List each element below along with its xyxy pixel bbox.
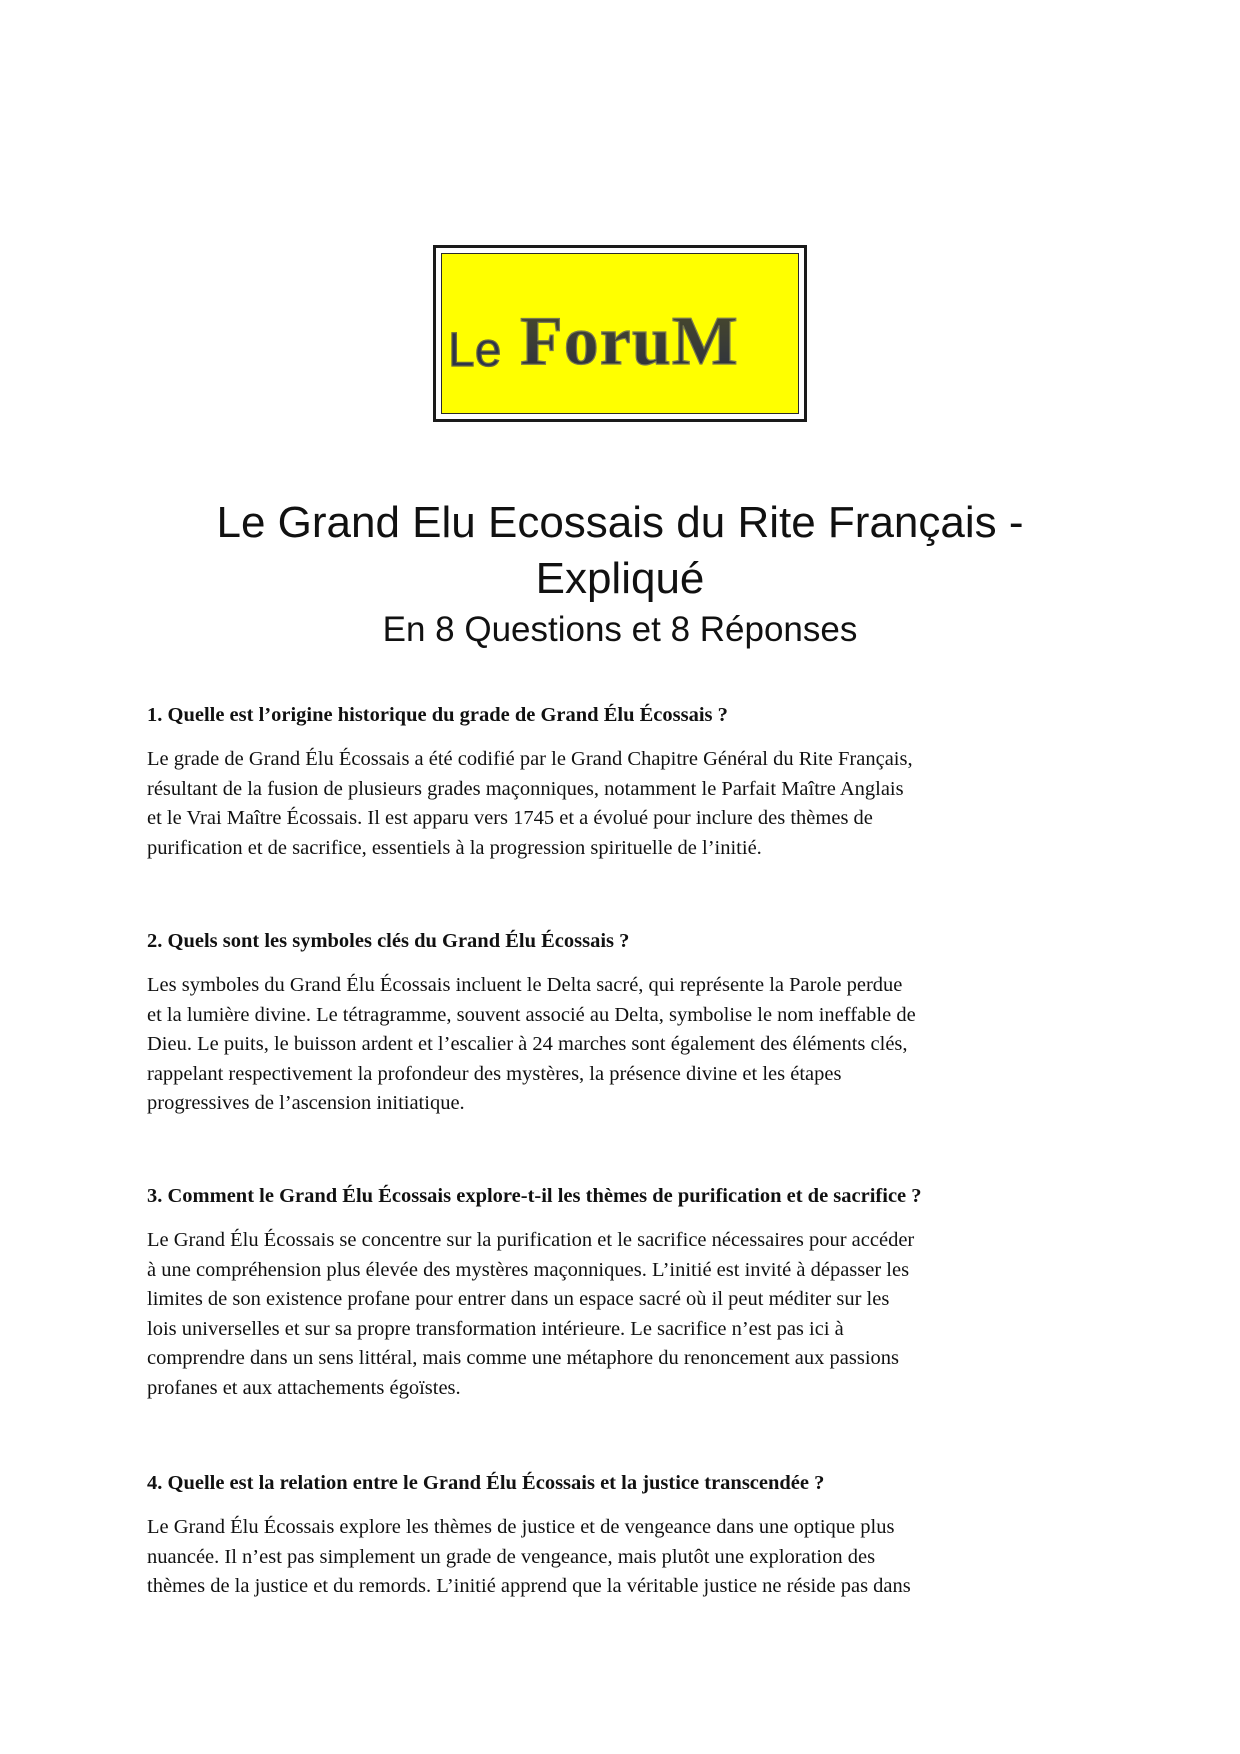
answer-line: purification et de sacrifice, essentiels à la progression spirituelle de l’initié. — [147, 836, 762, 859]
answer-paragraph — [147, 1226, 1107, 1403]
subtitle: En 8 Questions et 8 Réponses — [382, 610, 858, 649]
answer-line: Le Grand Élu Écossais se concentre sur la purification et le sacrifice nécessaires pour accéder — [147, 1229, 915, 1251]
question-heading: 4. Quelle est la relation entre le Grand Élu Écossais et la justice transcendée ? — [147, 1472, 825, 1494]
forum-logo — [433, 245, 807, 422]
answer-line: nuancée. Il n’est pas simplement un grade de vengeance, mais plutôt une exploration des — [147, 1545, 876, 1568]
question-heading: 2. Quels sont les symboles clés du Grand Élu Écossais ? — [147, 930, 630, 952]
answer-line: comprendre dans un sens littéral, mais comme une métaphore du renoncement aux passions — [147, 1347, 900, 1369]
answer-line: profanes et aux attachements égoïstes. — [147, 1376, 461, 1399]
answer-line: Dieu. Le puits, le buisson ardent et l’escalier à 24 marches sont également des éléments clés, — [147, 1033, 908, 1055]
question-heading: 1. Quelle est l’origine historique du grade de Grand Élu Écossais ? — [147, 704, 728, 726]
answer-line: résultant de la fusion de plusieurs grades maçonniques, notamment le Parfait Maître Anglais — [147, 777, 904, 800]
answer-line: et le Vrai Maître Écossais. Il est apparu vers 1745 et a évolué pour inclure des thèmes de — [147, 807, 873, 829]
answer-line: Les symboles du Grand Élu Écossais incluent le Delta sacré, qui représente la Parole perdue — [147, 974, 903, 996]
answer-line: à une compréhension plus élevée des mystères maçonniques. L’initié est invité à dépasser les — [147, 1258, 910, 1281]
question-heading: 3. Comment le Grand Élu Écossais explore-t-il les thèmes de purification et de sacrifice ? — [147, 1185, 922, 1207]
answer-line: thèmes de la justice et du remords. L’initié apprend que la véritable justice ne réside pas dans — [147, 1575, 911, 1597]
qa-section-1 — [147, 704, 1107, 863]
qa-section-4 — [147, 1472, 1107, 1602]
title-line-2: Expliqué — [535, 554, 705, 603]
answer-line: lois universelles et sur sa propre transformation intérieure. Le sacrifice n’est pas ici à — [147, 1317, 844, 1340]
answer-line: et la lumière divine. Le tétragramme, souvent associé au Delta, symbolise le nom ineffable de — [147, 1003, 916, 1026]
qa-section-3 — [147, 1185, 1107, 1403]
logo-wordmark — [436, 248, 804, 419]
answer-paragraph — [147, 1513, 1107, 1602]
qa-section-2 — [147, 930, 1107, 1119]
logo-text-le: Le — [448, 324, 502, 377]
answer-line: Le Grand Élu Écossais explore les thèmes de justice et de vengeance dans une optique plus — [147, 1516, 895, 1538]
answer-line: limites de son existence profane pour entrer dans un espace sacré où il peut méditer sur les — [147, 1288, 890, 1310]
logo-text-forum: ForuM — [520, 303, 739, 380]
document-title — [120, 495, 1120, 652]
answer-paragraph — [147, 745, 1107, 863]
answer-line: progressives de l’ascension initiatique. — [147, 1092, 465, 1114]
answer-paragraph — [147, 971, 1107, 1119]
title-line-1: Le Grand Elu Ecossais du Rite Français - — [216, 498, 1024, 547]
answer-line: rappelant respectivement la profondeur des mystères, la présence divine et les étapes — [147, 1062, 842, 1085]
answer-line: Le grade de Grand Élu Écossais a été codifié par le Grand Chapitre Général du Rite Français, — [147, 748, 913, 770]
